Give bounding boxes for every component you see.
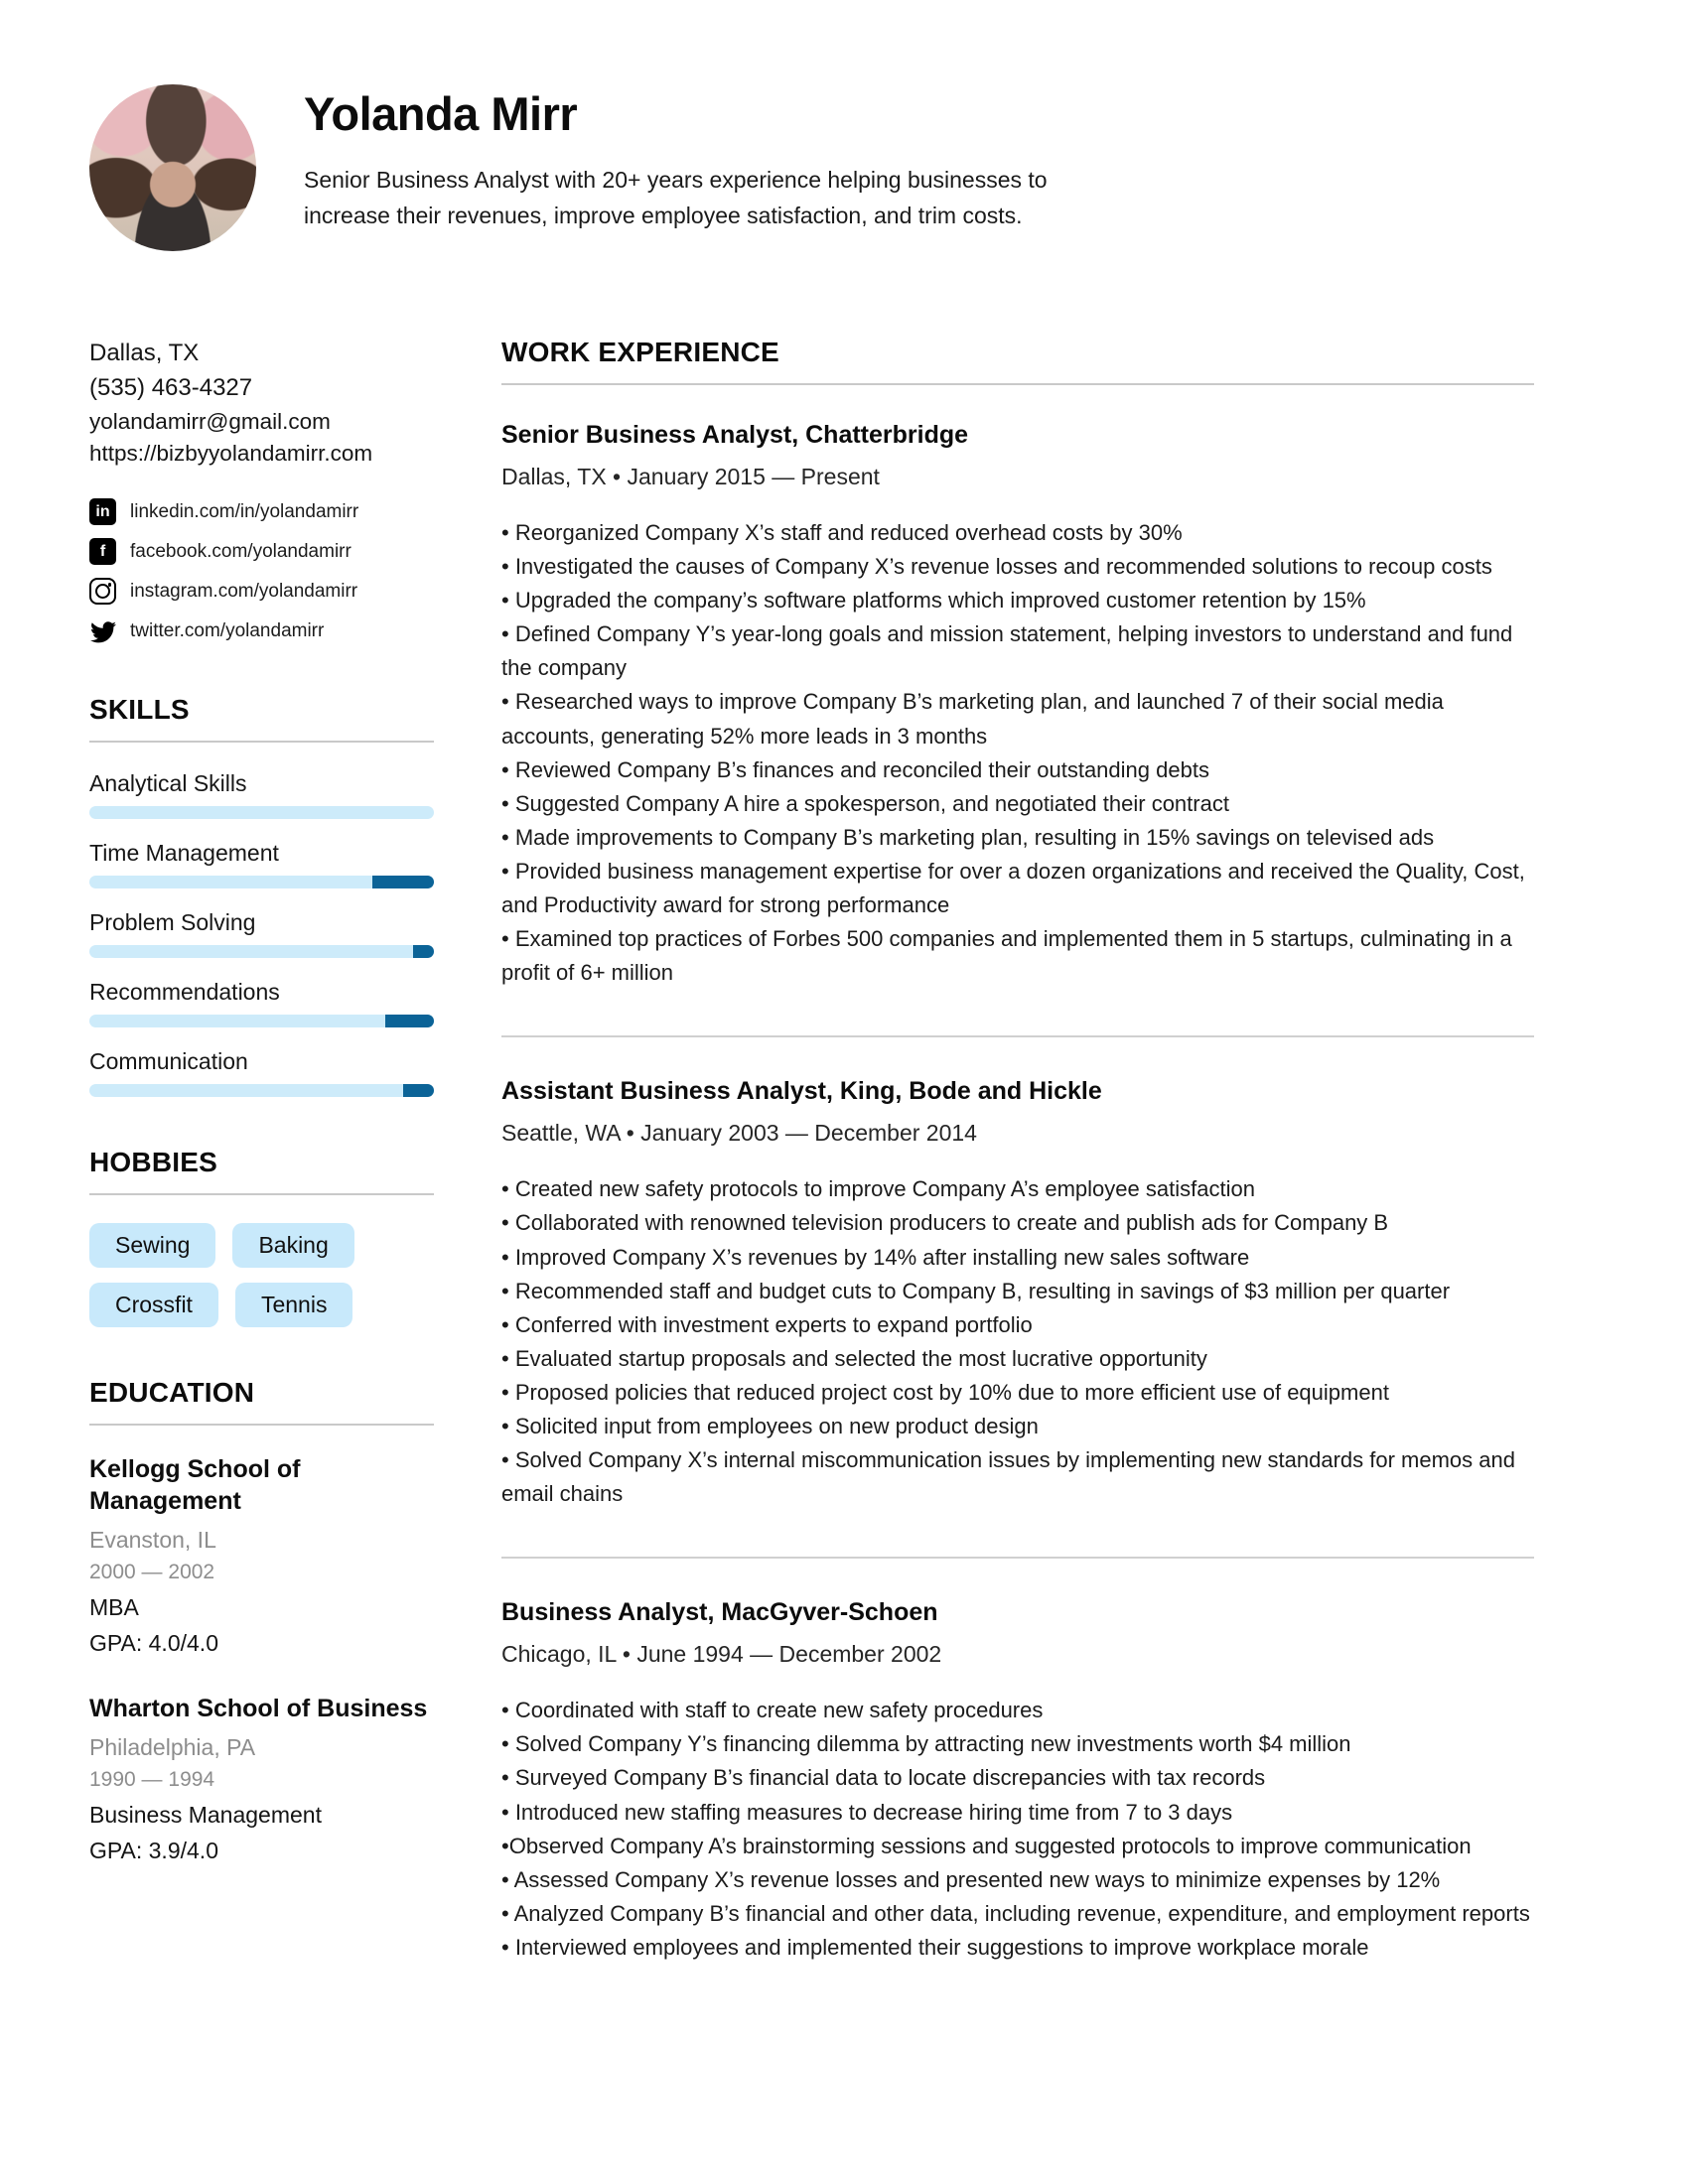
bullet: •Observed Company A’s brainstorming sessions and suggested protocols to improve communication xyxy=(501,1833,1472,1858)
skill-label: Recommendations xyxy=(89,979,280,1006)
header xyxy=(89,84,1534,251)
education-entry xyxy=(89,1693,434,1864)
bullet: • Recommended staff and budget cuts to Company B, resulting in savings of $3 million per quarter xyxy=(501,1278,1451,1303)
job-divider xyxy=(501,1035,1534,1037)
social-links xyxy=(89,498,434,644)
job-meta: Chicago, IL • June 1994 — December 2002 xyxy=(501,1641,942,1668)
education-section xyxy=(89,1377,434,1864)
bullet: • Provided business management expertise for over a dozen organizations and received the Quality, Cost, and Productivity award for strong performance xyxy=(501,858,1525,918)
bullet: • Interviewed employees and implemented their suggestions to improve workplace morale xyxy=(501,1934,1369,1960)
social-link-twitter[interactable] xyxy=(89,617,434,644)
hobbies-section xyxy=(89,1147,434,1327)
hobby-tag: Sewing xyxy=(89,1223,215,1268)
linkedin-icon: in xyxy=(89,498,116,525)
school-location: Evanston, IL xyxy=(89,1527,216,1554)
bullet: • Investigated the causes of Company X’s revenue losses and recommended solutions to recoup costs xyxy=(501,554,1492,580)
gpa: GPA: 4.0/4.0 xyxy=(89,1630,218,1657)
school-name: Wharton School of Business xyxy=(89,1695,428,1723)
job-divider xyxy=(501,1557,1534,1559)
bullet: • Coordinated with staff to create new safety procedures xyxy=(501,1698,1044,1723)
bullet: • Solved Company X’s internal miscommunication issues by implementing new standards for memos and email chains xyxy=(501,1447,1515,1507)
bullet: • Conferred with investment experts to expand portfolio xyxy=(501,1311,1033,1337)
bullet: • Proposed policies that reduced project cost by 10% due to more efficient use of equipment xyxy=(501,1379,1389,1405)
bullet: • Reorganized Company X’s staff and reduced overhead costs by 30% xyxy=(501,520,1183,545)
work-experience-title: WORK EXPERIENCE xyxy=(501,337,779,367)
job-title: Assistant Business Analyst, King, Bode and Hickle xyxy=(501,1077,1102,1106)
main-content xyxy=(501,337,1534,1965)
contact-website[interactable]: https://bizbyyolandamirr.com xyxy=(89,440,373,466)
job-entry xyxy=(501,421,1534,990)
social-label: facebook.com/yolandamirr xyxy=(130,540,352,562)
skill-bar xyxy=(89,876,434,888)
profile-summary: Senior Business Analyst with 20+ years experience helping businesses to increase their revenues, improve employee satisfaction, and trim costs. xyxy=(304,167,1048,228)
job-entry xyxy=(501,1077,1534,1511)
hobby-tag: Baking xyxy=(232,1223,353,1268)
bullet: • Made improvements to Company B’s marketing plan, resulting in 15% savings on televised ads xyxy=(501,824,1435,850)
bullet: • Suggested Company A hire a spokesperson, and negotiated their contract xyxy=(501,790,1229,816)
social-link-facebook[interactable] xyxy=(89,538,434,565)
skill-item xyxy=(89,1048,434,1097)
skills-title: SKILLS xyxy=(89,694,190,726)
social-link-instagram[interactable] xyxy=(89,578,434,605)
skill-item xyxy=(89,979,434,1027)
bullet: • Examined top practices of Forbes 500 companies and implemented them in 5 startups, culminating in a profit of 6+ million xyxy=(501,926,1512,986)
job-bullets xyxy=(501,516,1534,990)
school-dates: 2000 — 2002 xyxy=(89,1561,215,1584)
job-meta: Dallas, TX • January 2015 — Present xyxy=(501,464,880,489)
profile-photo xyxy=(89,84,256,251)
bullet: • Defined Company Y’s year-long goals and mission statement, helping investors to understand and fund the company xyxy=(501,621,1513,681)
hobby-tag: Crossfit xyxy=(89,1283,218,1327)
skill-label: Analytical Skills xyxy=(89,770,247,797)
hobbies-title: HOBBIES xyxy=(89,1147,217,1178)
bullet: • Solved Company Y’s financing dilemma by attracting new investments worth $4 million xyxy=(501,1731,1351,1757)
bullet: • Surveyed Company B’s financial data to locate discrepancies with tax records xyxy=(501,1765,1266,1791)
school-name: Kellogg School of Management xyxy=(89,1455,301,1516)
bullet: • Solicited input from employees on new product design xyxy=(501,1413,1039,1438)
skill-item xyxy=(89,909,434,958)
contact-phone[interactable]: (535) 463-4327 xyxy=(89,373,253,401)
bullet: • Improved Company X’s revenues by 14% after installing new sales software xyxy=(501,1244,1250,1270)
bullet: • Evaluated startup proposals and selected the most lucrative opportunity xyxy=(501,1345,1207,1371)
skills-section xyxy=(89,694,434,1097)
job-meta: Seattle, WA • January 2003 — December 2014 xyxy=(501,1120,977,1147)
job-title: Business Analyst, MacGyver-Schoen xyxy=(501,1598,938,1627)
bullet: • Assessed Company X’s revenue losses and presented new ways to minimize expenses by 12% xyxy=(501,1866,1441,1892)
hobby-tag: Tennis xyxy=(235,1283,352,1327)
bullet: • Reviewed Company B’s finances and reconciled their outstanding debts xyxy=(501,756,1209,782)
social-label: linkedin.com/in/yolandamirr xyxy=(130,500,359,522)
twitter-icon xyxy=(89,617,116,644)
bullet: • Researched ways to improve Company B’s marketing plan, and launched 7 of their social media accounts, generating 52% more leads in 3 months xyxy=(501,689,1444,749)
skill-item xyxy=(89,840,434,888)
sidebar xyxy=(89,337,434,1965)
social-label: instagram.com/yolandamirr xyxy=(130,580,358,602)
bullet: • Introduced new staffing measures to decrease hiring time from 7 to 3 days xyxy=(501,1799,1233,1825)
person-name: Yolanda Mirr xyxy=(304,87,578,140)
contact-block xyxy=(89,337,434,469)
skill-bar xyxy=(89,806,434,819)
skill-label: Problem Solving xyxy=(89,909,256,936)
contact-email[interactable]: yolandamirr@gmail.com xyxy=(89,408,331,434)
section-rule xyxy=(89,741,434,743)
instagram-icon xyxy=(89,578,116,605)
section-rule xyxy=(501,383,1534,385)
job-entry xyxy=(501,1598,1534,1965)
degree: Business Management xyxy=(89,1802,322,1829)
gpa: GPA: 3.9/4.0 xyxy=(89,1838,218,1864)
bullet: • Upgraded the company’s software platforms which improved customer retention by 15% xyxy=(501,588,1366,614)
section-rule xyxy=(89,1193,434,1195)
job-bullets xyxy=(501,1694,1534,1965)
job-bullets xyxy=(501,1172,1534,1511)
bullet: • Analyzed Company B’s financial and other data, including revenue, expenditure, and employment reports xyxy=(501,1900,1530,1926)
social-link-linkedin[interactable] xyxy=(89,498,434,525)
skill-bar xyxy=(89,945,434,958)
bullet: • Created new safety protocols to improve Company A’s employee satisfaction xyxy=(501,1176,1255,1202)
school-location: Philadelphia, PA xyxy=(89,1734,256,1761)
skill-item xyxy=(89,770,434,819)
skill-label: Communication xyxy=(89,1048,248,1075)
education-title: EDUCATION xyxy=(89,1377,255,1409)
skill-bar xyxy=(89,1084,434,1097)
bullet: • Collaborated with renowned television producers to create and publish ads for Company B xyxy=(501,1210,1389,1236)
section-rule xyxy=(89,1424,434,1426)
education-entry xyxy=(89,1453,434,1657)
contact-location: Dallas, TX xyxy=(89,340,200,366)
social-label: twitter.com/yolandamirr xyxy=(130,619,325,641)
job-title: Senior Business Analyst, Chatterbridge xyxy=(501,421,969,449)
school-dates: 1990 — 1994 xyxy=(89,1768,215,1792)
identity-block xyxy=(304,84,1128,233)
skill-label: Time Management xyxy=(89,840,279,867)
skill-bar xyxy=(89,1015,434,1027)
degree: MBA xyxy=(89,1594,139,1621)
facebook-icon: f xyxy=(89,538,116,565)
